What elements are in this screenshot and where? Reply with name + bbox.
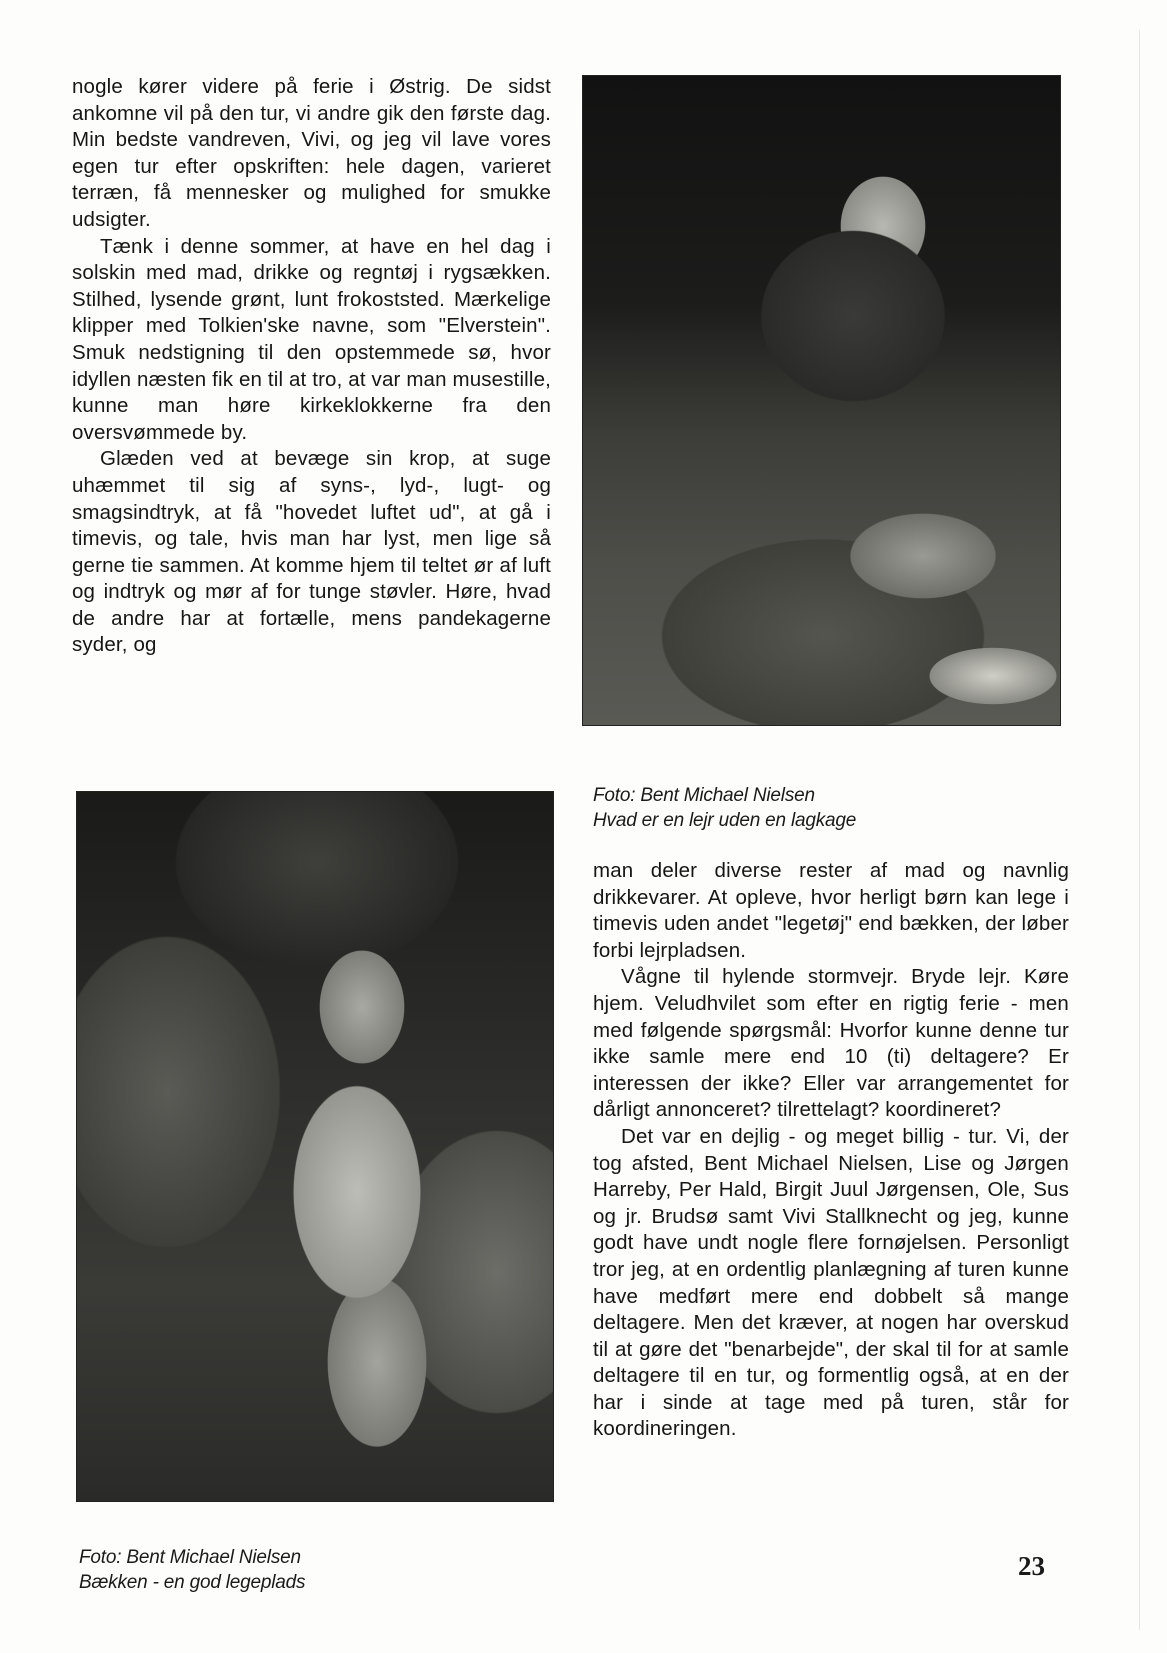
page-edge-divider	[1139, 30, 1140, 1630]
caption-text: Hvad er en lejr uden en lagkage	[593, 810, 857, 831]
paragraph: Det var en dejlig - og meget billig - tur. Vi, der tog afsted, Bent Michael Nielsen, Lise og Jørgen Harreby, Per Hald, Birgit Juul Jørgensen, Ole, Sus og jr. Brudsø samt Vivi Stallknecht og jeg, kunne godt have undt nogle flere fornøjelsen. Personligt tror jeg, at en ordentlig planlægning af turen kunne have medført mere end dobbelt så mange deltagere. Men det kræver, at nogen har overskud til at gøre det "benarbejde", der skal til for at samle deltagere til en tur, og formentlig også, at en der har i sinde at tage med på turen, står for koordineringen.	[593, 1124, 1069, 1441]
photo-child-by-stream	[76, 791, 554, 1502]
page-number: 23	[1018, 1551, 1045, 1581]
caption-text: Bækken - en god legeplads	[79, 1572, 306, 1593]
photo-credit: Foto: Bent Michael Nielsen	[79, 1547, 301, 1568]
paragraph: man deler diverse rester af mad og navnlig drikkevarer. At opleve, hvor herligt børn kan lege i timevis uden andet "legetøj" end bækken, der løber forbi lejrpladsen.	[593, 859, 1069, 962]
paragraph: nogle kører videre på ferie i Østrig. De sidst ankomne vil på den tur, vi andre gik den første dag. Min bedste vandreven, Vivi, og jeg vil lave vores egen tur efter opskriften: hele dagen, varieret terræn, få mennesker og mulighed for smukke udsigter.	[72, 75, 551, 231]
paragraph: Vågne til hylende stormvejr. Bryde lejr. Køre hjem. Veludhvilet som efter en rigtig ferie - men med følgende spørgsmål: Hvorfor kunne denne tur ikke samle mere end 10 (ti) deltagere? Er interessen der ikke? Eller var arrangementet for dårligt annonceret? tilrettelagt? koordineret?	[593, 965, 1069, 1122]
photo-caption-bottom	[79, 1545, 519, 1595]
paragraph: Glæden ved at bevæge sin krop, at suge uhæmmet til sig af syns-, lyd-, lugt- og smagsindtryk, at få "hovedet luftet ud", at gå i timevis, og tale, hvis man har lyst, men lige så gerne tie sammen. At komme hjem til teltet ør af luft og indtryk og mør af for tunge støvler. Høre, hvad de andre har at fortælle, mens pandekagerne syder, og	[72, 447, 551, 657]
right-text-column	[593, 858, 1069, 1443]
photo-credit: Foto: Bent Michael Nielsen	[593, 785, 815, 806]
left-text-column	[72, 74, 551, 659]
paragraph: Tænk i denne sommer, at have en hel dag i solskin med mad, drikke og regntøj i rygsækken. Stilhed, lysende grønt, lunt frokoststed. Mærkelige klipper med Tolkien'ske navne, som "Elverstein". Smuk nedstigning til den opstemmede sø, hvor idyllen næsten fik en til at tro, at var man musestille, kunne man høre kirkeklokkerne fra den oversvømmede by.	[72, 234, 551, 444]
photo-caption-top	[593, 783, 1033, 833]
photo-woman-with-layer-cake	[582, 75, 1061, 726]
